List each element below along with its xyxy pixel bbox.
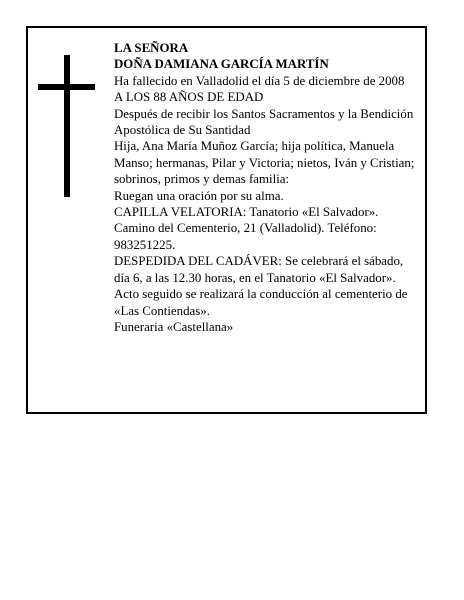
obituary-text — [114, 40, 416, 335]
sacraments-note: Después de recibir los Santos Sacramentos y la Bendición Apostólica de Su Santidad — [114, 106, 414, 138]
funeral-home: Funeraria «Castellana» — [114, 319, 234, 334]
funeral-farewell-info: DESPEDIDA DEL CADÁVER: Se celebrará el sábado, día 6, a las 12.30 horas, en el Tanatorio «El Salvador». Acto seguido se realizará la conducción al cementerio de «Las Contiendas». — [114, 254, 408, 318]
cross-icon-vertical-bar — [64, 55, 70, 197]
death-announcement: Ha fallecido en Valladolid el día 5 de diciembre de 2008 — [114, 73, 405, 88]
deceased-name: DOÑA DAMIANA GARCÍA MARTÍN — [114, 57, 329, 72]
prayer-request: Ruegan una oración por su alma. — [114, 188, 284, 203]
family-list: Hija, Ana María Muñoz García; hija política, Manuela Manso; hermanas, Pilar y Victoria; nietos, Iván y Cristian; sobrinos, primos y demas familia: — [114, 139, 415, 187]
deceased-title: LA SEÑORA — [114, 41, 189, 55]
wake-chapel-info: CAPILLA VELATORIA: Tanatorio «El Salvador». Camino del Cementerio, 21 (Valladolid). Teléfono: 983251225. — [114, 205, 379, 252]
age-at-death: A LOS 88 AÑOS DE EDAD — [114, 90, 264, 105]
cross-icon-horizontal-bar — [38, 84, 95, 90]
